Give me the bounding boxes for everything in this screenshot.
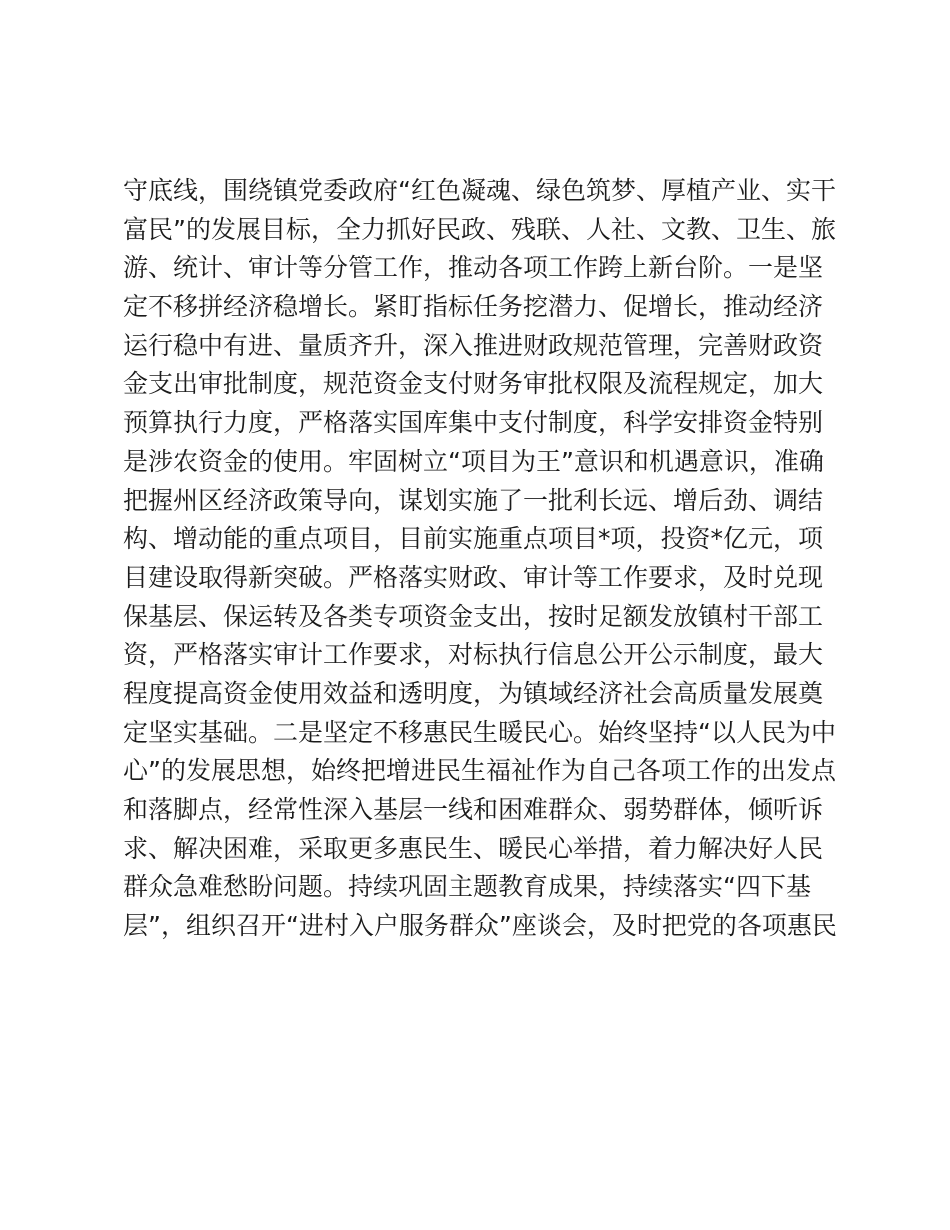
text-line-12: 保基层、保运转及各类专项资金支出，按时足额发放镇村干部工 [123,601,824,631]
text-line-7: 预算执行力度，严格落实国库集中支付制度，科学安排资金特别 [123,408,824,438]
text-line-9: 把握州区经济政策导向，谋划实施了一批利长远、增后劲、调结 [123,485,824,515]
body-paragraph [123,172,843,946]
text-line-8: 是涉农资金的使用。牢固树立“项目为王”意识和机遇意识，准确 [123,446,824,476]
text-line-14: 程度提高资金使用效益和透明度，为镇域经济社会高质量发展奠 [123,678,824,708]
text-line-3: 游、统计、审计等分管工作，推动各项工作跨上新台阶。一是坚 [123,253,824,283]
text-line-10: 构、增动能的重点项目，目前实施重点项目*项，投资*亿元，项 [123,524,824,554]
text-line-18: 求、解决困难，采取更多惠民生、暖民心举措，着力解决好人民 [123,833,824,863]
text-line-15: 定坚实基础。二是坚定不移惠民生暖民心。始终坚持“以人民为中 [123,717,836,747]
text-line-6: 金支出审批制度，规范资金支付财务审批权限及流程规定，加大 [123,369,824,399]
text-line-19: 群众急难愁盼问题。持续巩固主题教育成果，持续落实“四下基 [123,872,811,902]
text-line-2: 富民”的发展目标，全力抓好民政、残联、人社、文教、卫生、旅 [123,214,836,244]
text-line-4: 定不移拼经济稳增长。紧盯指标任务挖潜力、促增长，推动经济 [123,292,824,322]
text-line-1: 守底线，围绕镇党委政府“红色凝魂、绿色筑梦、厚植产业、实干 [123,176,836,205]
text-line-11: 目建设取得新突破。严格落实财政、审计等工作要求，及时兑现 [123,562,824,592]
text-line-17: 和落脚点，经常性深入基层一线和困难群众、弱势群体，倾听诉 [123,795,824,824]
text-line-20: 层”，组织召开“进村入户服务群众”座谈会，及时把党的各项惠民 [123,911,837,941]
text-line-16: 心”的发展思想，始终把增进民生福祉作为自己各项工作的出发点 [123,756,836,786]
text-line-13: 资，严格落实审计工作要求，对标执行信息公开公示制度，最大 [123,640,824,670]
text-line-5: 运行稳中有进、量质齐升，深入推进财政规范管理，完善财政资 [123,330,824,360]
